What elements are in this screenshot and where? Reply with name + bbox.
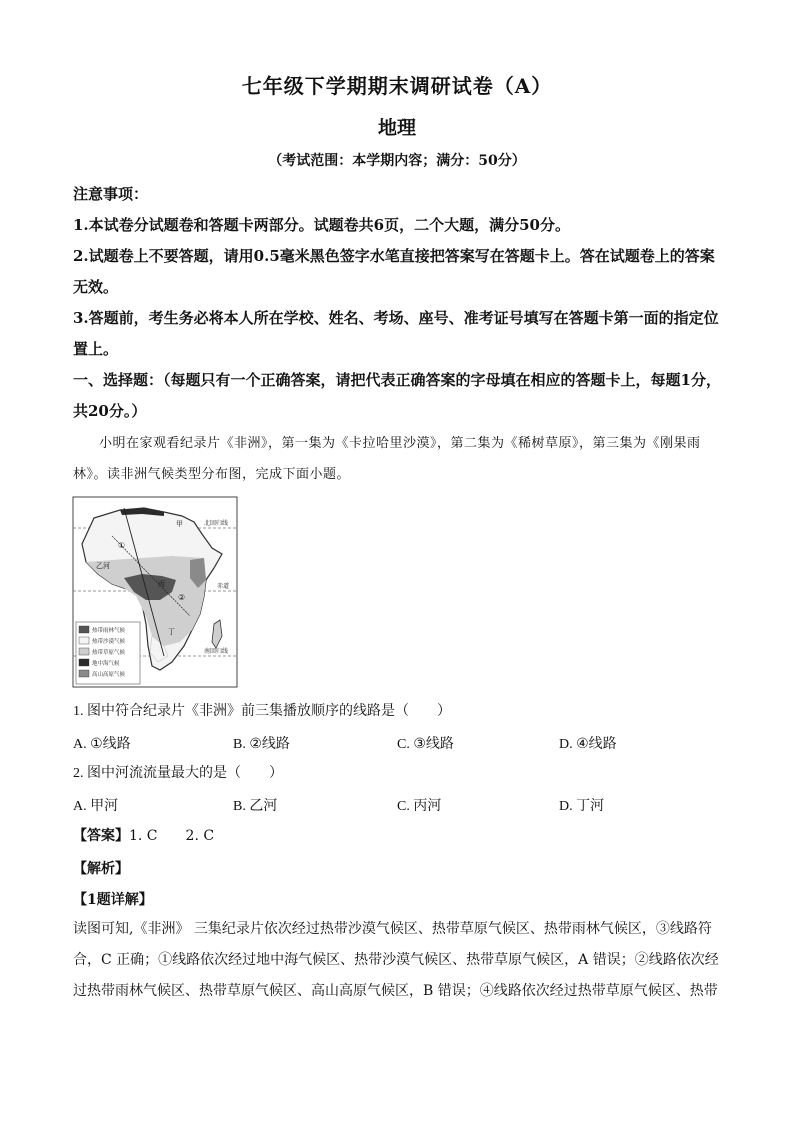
equator-label: 赤道 <box>217 583 230 590</box>
africa-climate-map <box>72 496 238 688</box>
river-bing-label: 丙 <box>158 580 165 588</box>
analysis-sub-heading-1: 【1题详解】 <box>73 892 153 908</box>
route-2-marker: ② <box>178 593 186 602</box>
legend-label-highland: 高山高原气候 <box>92 672 126 678</box>
river-yi-label: 乙河 <box>96 562 110 570</box>
q2-option-c: C. 丙河 <box>397 799 442 814</box>
q1-option-b: B. ②线路 <box>233 737 290 752</box>
notice-item-2: 2.试题卷上不要答题，请用0.5毫米黑色签字水笔直接把答案写在答题卡上。答在试题卷上的答案无效。 <box>73 247 715 296</box>
river-jia-label: 甲 <box>176 520 183 528</box>
question-1-stem: 1. 图中符合纪录片《非洲》前三集播放顺序的线路是（ ） <box>73 704 451 719</box>
legend-swatch-rainforest <box>79 626 89 633</box>
tropic-north-label: 北回归线 <box>204 520 229 527</box>
answer-2: 2. C <box>185 828 215 844</box>
river-ding-label: 丁 <box>168 628 175 636</box>
africa-map-svg <box>72 496 238 688</box>
question-2-stem: 2. 图中河流流量最大的是（ ） <box>73 766 283 781</box>
q1-option-d: D. ④线路 <box>559 737 617 752</box>
q2-option-a: A. 甲河 <box>73 799 119 814</box>
notice-item-3: 3.答题前，考生务必将本人所在学校、姓名、考场、座号、准考证号填写在答题卡第一面的指定位置上。 <box>73 309 719 358</box>
exam-title: 七年级下学期期末调研试卷（A） <box>241 74 553 98</box>
q2-option-d: D. 丁河 <box>559 799 605 814</box>
answer-tag: 【答案】 <box>73 828 129 844</box>
analysis-heading: 【解析】 <box>73 861 129 877</box>
answer-1: 1. C <box>129 828 158 844</box>
analysis-text: 读图可知,《非洲》 三集纪录片依次经过热带沙漠气候区、热带草原气候区、热带雨林气候区，③线路符合，C 正确；①线路依次经过地中海气候区、热带沙漠气候区、热带草原气候区，A 错误；②线路依次经过热带雨林气候区、热带草原气候区、高山高原气候区，B 错误；④线路依次经过热带草原气候区、热带 <box>73 921 719 999</box>
legend-label-rainforest: 热带雨林气候 <box>92 628 126 634</box>
answer-line <box>73 826 214 846</box>
notice-heading: 注意事项： <box>73 185 149 203</box>
legend-swatch-savanna <box>79 648 89 655</box>
tropic-south-label: 南回归线 <box>204 648 229 655</box>
legend-label-savanna: 热带草原气候 <box>92 650 126 656</box>
legend-swatch-mediterranean <box>79 659 89 666</box>
reading-passage: 小明在家观看纪录片《非洲》，第一集为《卡拉哈里沙漠》，第二集为《稀树草原》，第三集为《刚果雨林》。读非洲气候类型分布图，完成下面小题。 <box>73 436 701 482</box>
subject-title: 地理 <box>377 117 416 139</box>
legend-swatch-highland <box>79 670 89 677</box>
question-1-options <box>73 733 723 753</box>
legend-swatch-desert <box>79 637 89 644</box>
legend-label-desert: 热带沙漠气候 <box>92 639 126 645</box>
route-1-marker: ① <box>118 541 126 550</box>
notice-item-1: 1.本试卷分试题卷和答题卡两部分。试题卷共6页，二个大题，满分50分。 <box>73 216 570 234</box>
section-1-heading: 一、选择题：（每题只有一个正确答案，请把代表正确答案的字母填在相应的答题卡上，每题1分，共20分。） <box>73 371 721 420</box>
exam-scope: （考试范围：本学期内容；满分：50分） <box>268 153 526 169</box>
q2-option-b: B. 乙河 <box>233 799 278 814</box>
q1-option-a: A. ①线路 <box>73 737 131 752</box>
legend-label-mediterranean: 地中海气候 <box>92 661 120 667</box>
q1-option-c: C. ③线路 <box>397 737 454 752</box>
question-2-options <box>73 795 723 815</box>
